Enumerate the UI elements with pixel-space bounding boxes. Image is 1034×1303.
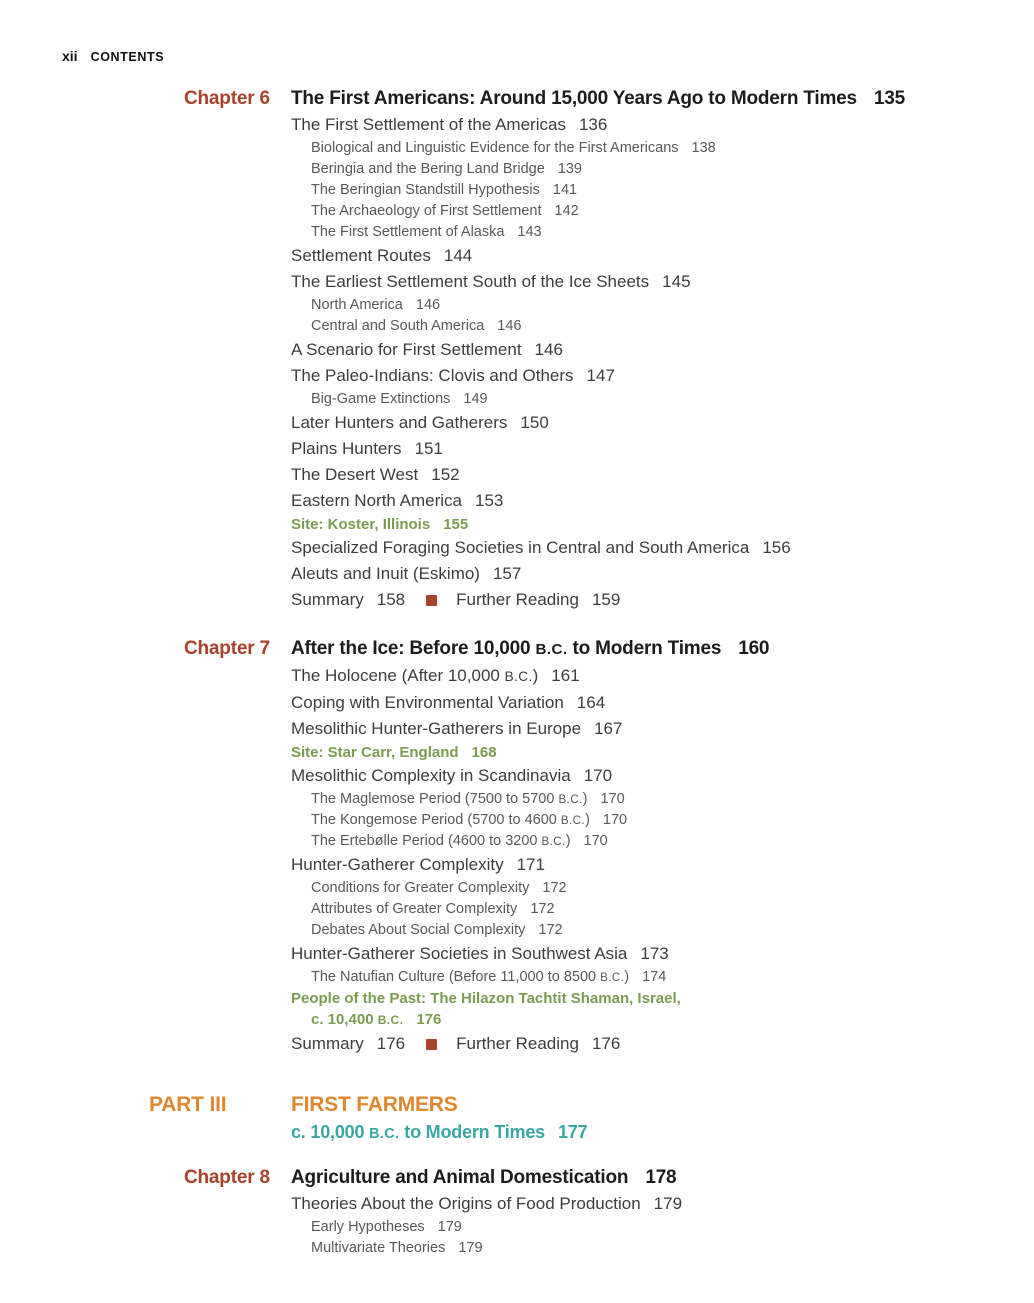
toc-subentry: Biological and Linguistic Evidence for the First Americans 138 bbox=[311, 140, 716, 156]
page-number: 147 bbox=[586, 366, 615, 385]
page-number: 174 bbox=[642, 969, 667, 985]
toc-subentry: Beringia and the Bering Land Bridge 139 bbox=[311, 161, 582, 177]
toc-subentry: North America 146 bbox=[311, 297, 441, 313]
page-number: 176 bbox=[591, 1034, 621, 1053]
toc-entry: Eastern North America 153 bbox=[291, 491, 504, 510]
folio-number: xii bbox=[62, 48, 78, 64]
toc-subentry: The Maglemose Period (7500 to 5700 B.C.) 170 bbox=[311, 791, 625, 807]
chapter-title-text: Agriculture and Animal Domestication bbox=[291, 1167, 629, 1188]
page-number: 176 bbox=[376, 1034, 406, 1053]
page-number: 168 bbox=[471, 744, 497, 761]
part-3-subtitle: c. 10,000 B.C. to Modern Times 177 bbox=[291, 1122, 588, 1142]
page-number: 171 bbox=[516, 855, 545, 874]
page-number: 172 bbox=[542, 880, 567, 896]
toc-entry: Mesolithic Hunter-Gatherers in Europe 167 bbox=[291, 719, 623, 738]
chapter-page-number: 135 bbox=[873, 88, 906, 109]
page-number: 179 bbox=[653, 1194, 683, 1213]
page-number: 170 bbox=[600, 791, 625, 807]
chapter-8-block bbox=[0, 1164, 1034, 1259]
site-entry: Site: Koster, Illinois 155 bbox=[291, 516, 469, 533]
page-number: 149 bbox=[463, 391, 488, 407]
page-number: 139 bbox=[557, 161, 582, 177]
toc-entry: Mesolithic Complexity in Scandinavia 170 bbox=[291, 766, 613, 785]
toc-entry: The First Settlement of the Americas 136 bbox=[291, 115, 608, 134]
toc-subentry: Conditions for Greater Complexity 172 bbox=[311, 880, 567, 896]
toc-subentry: The Natufian Culture (Before 11,000 to 8500 B.C.) 174 bbox=[311, 969, 667, 985]
toc-entry: Settlement Routes 144 bbox=[291, 246, 473, 265]
toc-subentry: The First Settlement of Alaska 143 bbox=[311, 224, 542, 240]
chapter-6-block bbox=[0, 85, 1034, 613]
chapter-8-title bbox=[291, 1164, 998, 1191]
chapter-6-label: Chapter 6 bbox=[184, 88, 270, 109]
feature-entry bbox=[291, 988, 998, 1031]
page-number: 151 bbox=[414, 439, 443, 458]
chapter-title-text: The First Americans: Around 15,000 Years Ago to Modern Times bbox=[291, 88, 857, 109]
page-number: 172 bbox=[538, 922, 563, 938]
page-number: 155 bbox=[443, 516, 469, 533]
toc-subentry: Attributes of Greater Complexity 172 bbox=[311, 901, 555, 917]
chapter-title-text: After the Ice: Before 10,000 B.C. to Modern Times bbox=[291, 638, 722, 659]
toc-entry: The Paleo-Indians: Clovis and Others 147 bbox=[291, 366, 615, 385]
chapter-page-number: 160 bbox=[738, 638, 770, 659]
page-number: 170 bbox=[583, 766, 613, 785]
page-number: 177 bbox=[557, 1122, 588, 1142]
toc-subentry: Debates About Social Complexity 172 bbox=[311, 922, 563, 938]
chapter-7-block bbox=[0, 635, 1034, 1057]
page-number: 145 bbox=[662, 272, 691, 291]
toc-entry: The Earliest Settlement South of the Ice Sheets 145 bbox=[291, 272, 691, 291]
page-number: 136 bbox=[578, 115, 608, 134]
chapter-6-title bbox=[291, 85, 998, 112]
page-number: 170 bbox=[583, 833, 608, 849]
page-number: 138 bbox=[691, 140, 716, 156]
site-entry: Site: Star Carr, England 168 bbox=[291, 744, 497, 761]
toc-entry: A Scenario for First Settlement 146 bbox=[291, 340, 563, 359]
part-3-title: FIRST FARMERS bbox=[291, 1093, 458, 1116]
chapter-page-number: 178 bbox=[645, 1167, 677, 1188]
page-number: 141 bbox=[552, 182, 578, 198]
page-number: 153 bbox=[475, 491, 504, 510]
toc-subentry: Central and South America 146 bbox=[311, 318, 522, 334]
page-number: 146 bbox=[534, 340, 563, 359]
part-3-label: PART III bbox=[149, 1093, 227, 1116]
page-number: 146 bbox=[415, 297, 441, 313]
page-number: 179 bbox=[458, 1240, 483, 1256]
page-number: 173 bbox=[640, 944, 669, 963]
square-separator-icon bbox=[426, 1039, 437, 1050]
chapter-7-title bbox=[291, 635, 998, 663]
page-number: 157 bbox=[492, 564, 522, 583]
running-head-title: CONTENTS bbox=[90, 50, 165, 64]
feature-entry-line2: c. 10,400 B.C. 176 bbox=[311, 1011, 442, 1028]
toc-subentry: The Ertebølle Period (4600 to 3200 B.C.) 170 bbox=[311, 833, 608, 849]
page-number: 170 bbox=[602, 812, 628, 828]
toc-entry: Theories About the Origins of Food Production 179 bbox=[291, 1194, 683, 1213]
page-number: 158 bbox=[376, 590, 406, 609]
summary-row: Summary 158 Further Reading 159 bbox=[291, 587, 998, 613]
page-number: 164 bbox=[576, 693, 606, 712]
toc-entry: Specialized Foraging Societies in Central and South America 156 bbox=[291, 538, 791, 557]
page-number: 167 bbox=[594, 719, 623, 738]
toc-entry: Later Hunters and Gatherers 150 bbox=[291, 413, 549, 432]
page-number: 150 bbox=[520, 413, 549, 432]
toc-entry: The Holocene (After 10,000 B.C.) 161 bbox=[291, 666, 580, 685]
toc-subentry: The Archaeology of First Settlement 142 bbox=[311, 203, 579, 219]
page-number: 159 bbox=[591, 590, 621, 609]
page-number: 179 bbox=[437, 1219, 462, 1235]
feature-entry-line1: People of the Past: The Hilazon Tachtit Shaman, Israel, bbox=[291, 990, 681, 1007]
page-number: 144 bbox=[443, 246, 473, 265]
page-number: 176 bbox=[416, 1011, 442, 1028]
toc-subentry: The Kongemose Period (5700 to 4600 B.C.) 170 bbox=[311, 812, 628, 828]
page-number: 172 bbox=[530, 901, 555, 917]
toc-subentry: Early Hypotheses 179 bbox=[311, 1219, 462, 1235]
toc-subentry: Big-Game Extinctions 149 bbox=[311, 391, 488, 407]
toc-subentry: The Beringian Standstill Hypothesis 141 bbox=[311, 182, 578, 198]
page-number: 146 bbox=[497, 318, 522, 334]
running-head bbox=[62, 49, 1034, 65]
page-number: 156 bbox=[762, 538, 791, 557]
square-separator-icon bbox=[426, 595, 437, 606]
toc-entry: The Desert West 152 bbox=[291, 465, 460, 484]
chapter-8-label: Chapter 8 bbox=[184, 1167, 270, 1188]
toc-subentry: Multivariate Theories 179 bbox=[311, 1240, 483, 1256]
toc-entry: Aleuts and Inuit (Eskimo) 157 bbox=[291, 564, 522, 583]
part-3-block bbox=[0, 1092, 1034, 1148]
summary-row: Summary 176 Further Reading 176 bbox=[291, 1031, 998, 1057]
toc-entry: Plains Hunters 151 bbox=[291, 439, 443, 458]
page-number: 161 bbox=[551, 666, 580, 685]
toc-entry: Hunter-Gatherer Complexity 171 bbox=[291, 855, 545, 874]
chapter-7-label: Chapter 7 bbox=[184, 638, 270, 659]
page-number: 152 bbox=[431, 465, 460, 484]
toc-entry: Hunter-Gatherer Societies in Southwest Asia 173 bbox=[291, 944, 669, 963]
toc-entry: Coping with Environmental Variation 164 bbox=[291, 693, 606, 712]
page-number: 143 bbox=[517, 224, 542, 240]
page-number: 142 bbox=[554, 203, 579, 219]
